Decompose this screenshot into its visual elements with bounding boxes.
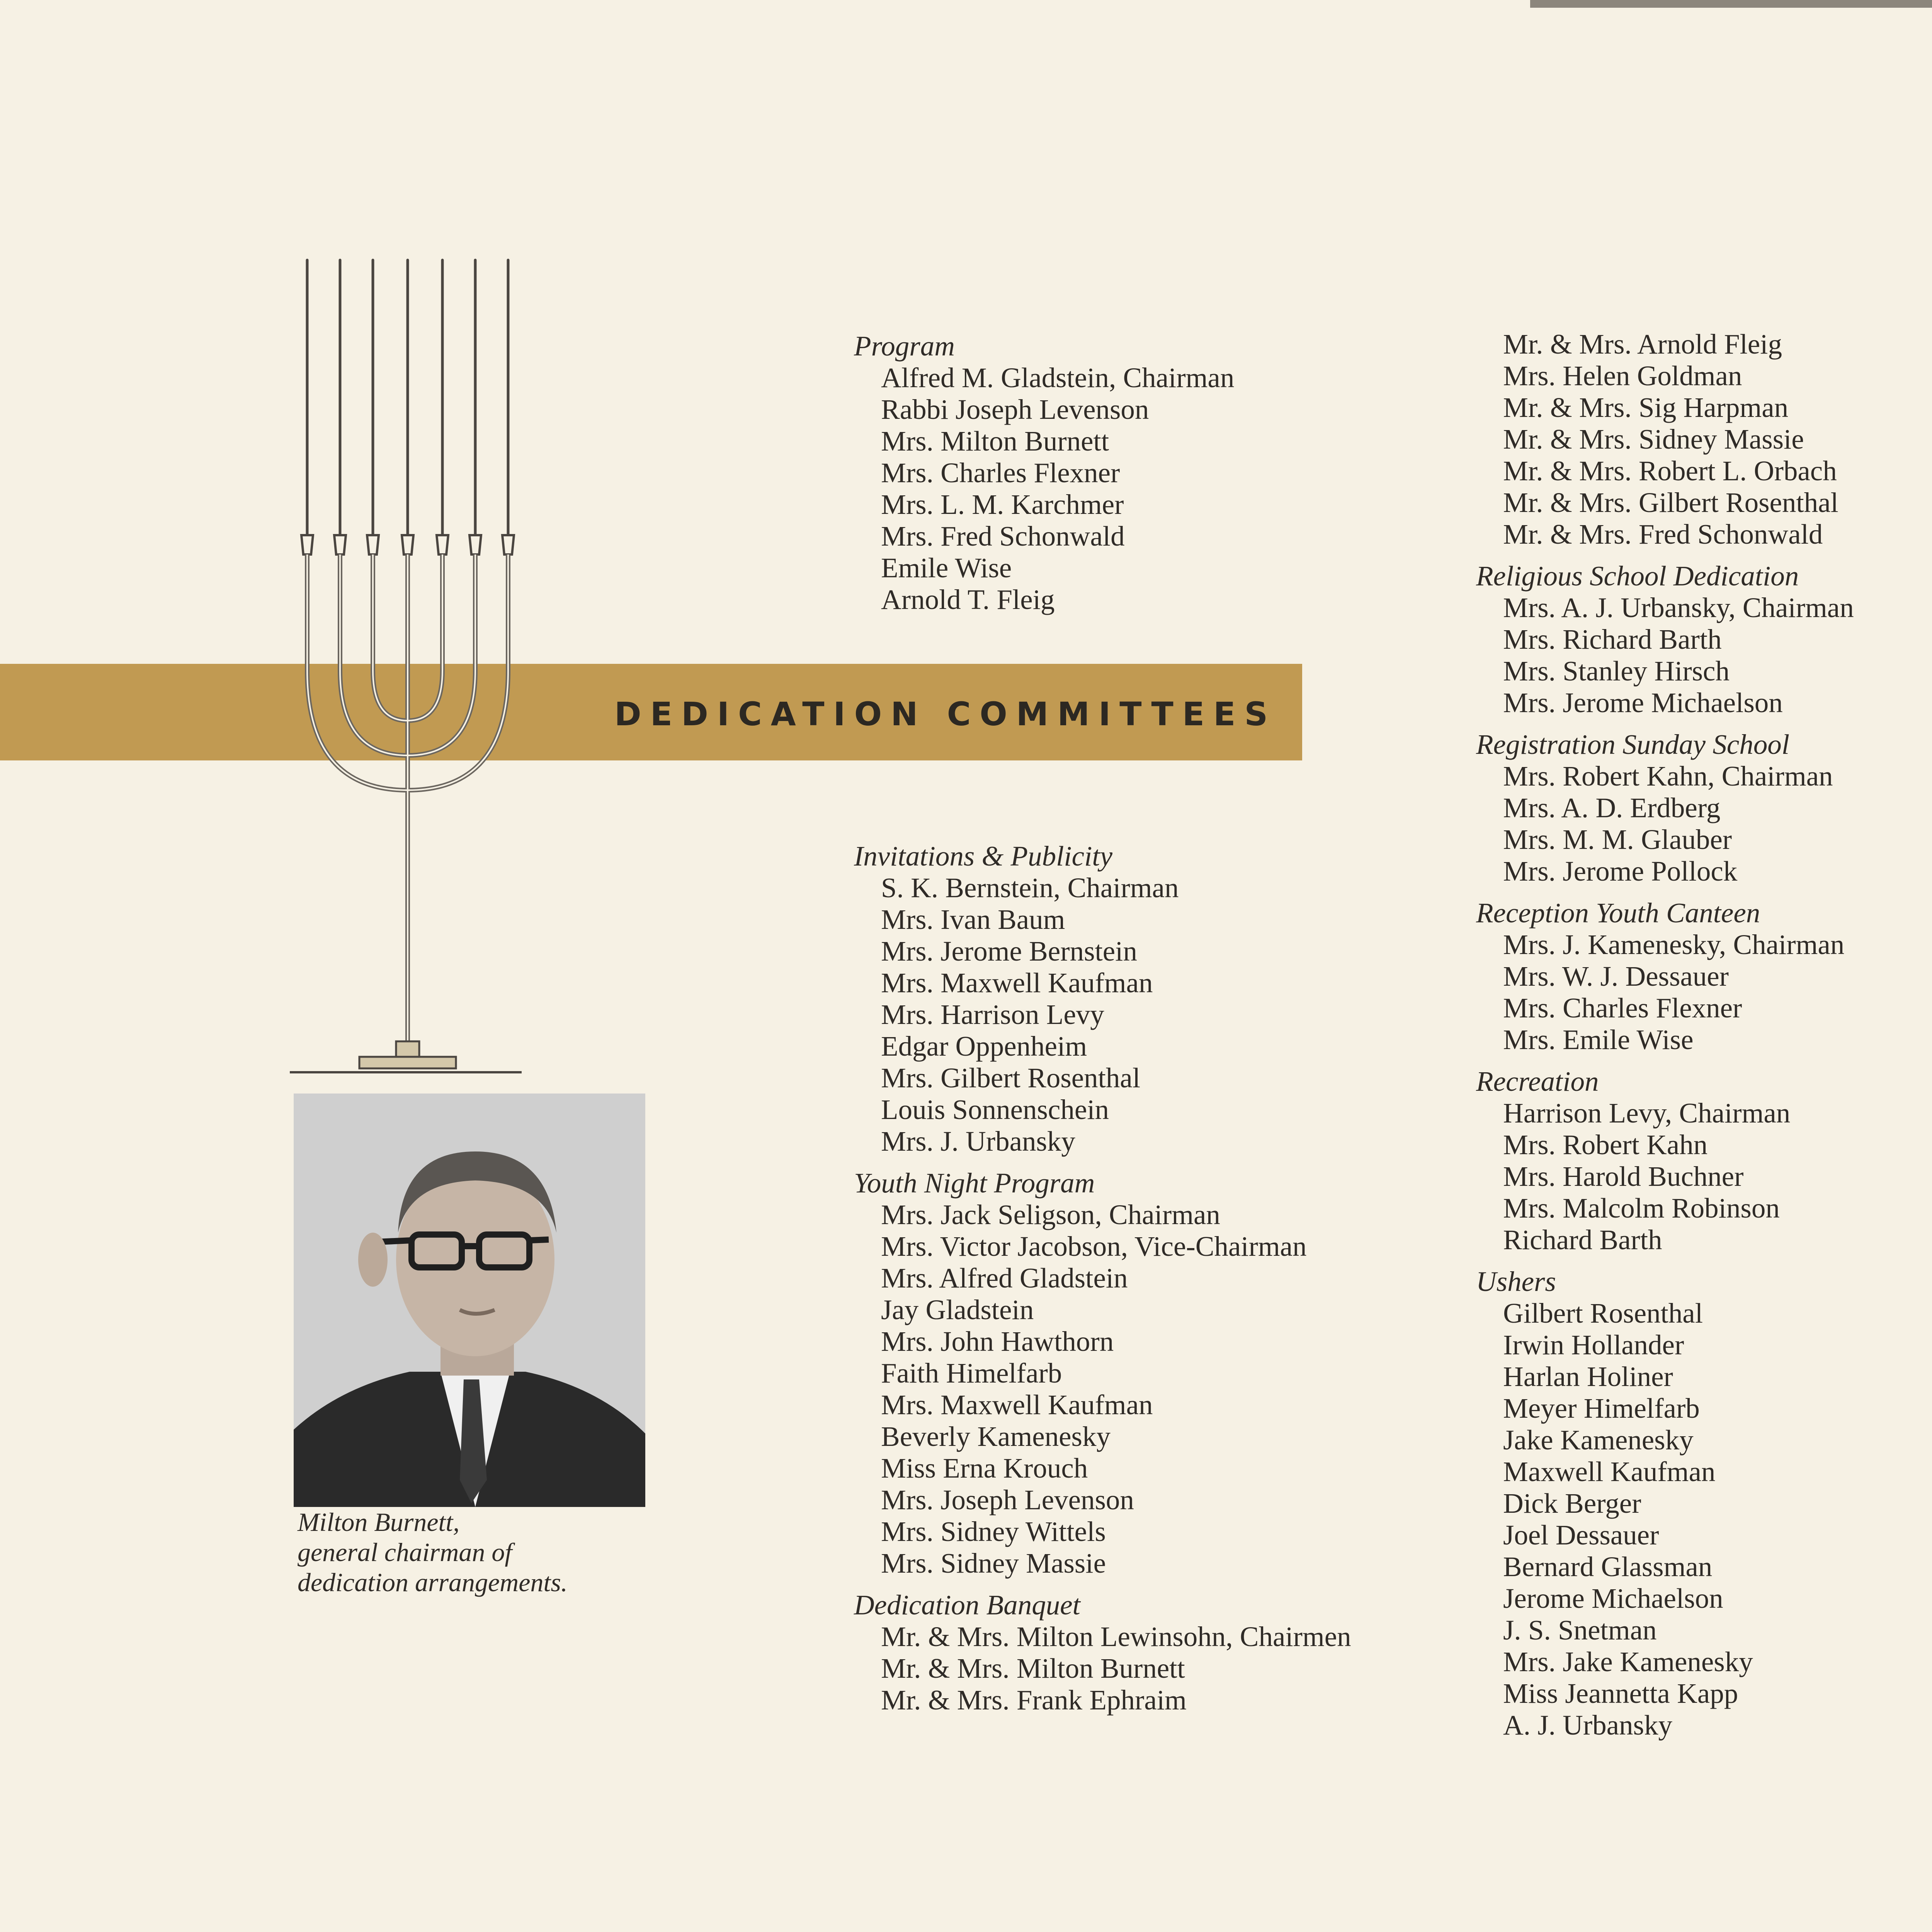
committee-title: Registration Sunday School: [1476, 729, 1790, 760]
committee-section: [1476, 897, 1854, 1056]
section-spacer: [1476, 719, 1854, 729]
caption-line: Milton Burnett,: [298, 1507, 460, 1537]
committee-title: Dedication Banquet: [854, 1589, 1080, 1621]
member-name: Mrs. Maxwell Kaufman: [881, 967, 1153, 998]
member-list: [1476, 1298, 1854, 1741]
member-list: [1476, 929, 1854, 1056]
member-name: Mrs. Sidney Wittels: [881, 1516, 1106, 1547]
member-name: Mrs. Maxwell Kaufman: [881, 1389, 1153, 1420]
caption-line: general chairman of: [298, 1537, 512, 1567]
portrait-photo: [294, 1094, 645, 1507]
member-name: Maxwell Kaufman: [1503, 1456, 1716, 1487]
member-name: Mrs. Jerome Michaelson: [1503, 687, 1783, 718]
committee-section: [854, 840, 1351, 1157]
member-name: Mr. & Mrs. Frank Ephraim: [881, 1684, 1187, 1716]
member-name: Mrs. Gilbert Rosenthal: [881, 1062, 1141, 1094]
section-spacer: [854, 1157, 1351, 1167]
member-name: Harrison Levy, Chairman: [1503, 1097, 1791, 1129]
member-name: Mrs. A. J. Urbansky, Chairman: [1503, 592, 1854, 623]
member-name: Mr. & Mrs. Gilbert Rosenthal: [1503, 487, 1838, 518]
member-list: [1476, 328, 1854, 550]
member-name: Mrs. Jake Kamenesky: [1503, 1646, 1753, 1677]
committee-title: Ushers: [1476, 1266, 1556, 1297]
member-name: Irwin Hollander: [1503, 1329, 1684, 1361]
member-name: Mrs. Joseph Levenson: [881, 1484, 1134, 1515]
member-name: Mr. & Mrs. Arnold Fleig: [1503, 328, 1782, 360]
section-spacer: [1476, 550, 1854, 560]
committee-section: [1476, 328, 1854, 550]
member-name: Mrs. J. Urbansky: [881, 1126, 1075, 1157]
member-name: Rabbi Joseph Levenson: [881, 394, 1149, 425]
committee-section: [1476, 560, 1854, 719]
member-name: Mrs. Ivan Baum: [881, 904, 1065, 935]
section-spacer: [1476, 887, 1854, 897]
member-name: Mrs. W. J. Dessauer: [1503, 961, 1729, 992]
menorah-illustration: [286, 257, 526, 1084]
member-name: Mrs. Jack Seligson, Chairman: [881, 1199, 1220, 1230]
member-name: Mr. & Mrs. Milton Burnett: [881, 1653, 1185, 1684]
member-name: Richard Barth: [1503, 1224, 1662, 1255]
committee-section: [854, 330, 1234, 616]
member-name: Emile Wise: [881, 552, 1012, 583]
caption-line: dedication arrangements.: [298, 1568, 568, 1597]
member-name: Mrs. Emile Wise: [1503, 1024, 1694, 1055]
section-spacer: [1476, 1056, 1854, 1066]
member-name: Miss Erna Krouch: [881, 1452, 1088, 1484]
member-name: Mrs. Alfred Gladstein: [881, 1262, 1128, 1294]
member-name: Beverly Kamenesky: [881, 1421, 1111, 1452]
member-name: Mrs. J. Kamenesky, Chairman: [1503, 929, 1845, 960]
committee-section: [1476, 1066, 1854, 1256]
committee-section: [854, 1589, 1351, 1716]
member-name: Jerome Michaelson: [1503, 1583, 1723, 1614]
member-name: J. S. Snetman: [1503, 1614, 1657, 1646]
page-top-strip: [1530, 0, 1932, 8]
member-name: Mrs. Jerome Bernstein: [881, 935, 1137, 967]
member-name: Mrs. Robert Kahn, Chairman: [1503, 760, 1833, 792]
committee-title: Invitations & Publicity: [854, 840, 1113, 872]
member-name: Dick Berger: [1503, 1488, 1641, 1519]
member-name: Mrs. Harrison Levy: [881, 999, 1104, 1030]
member-list: [854, 1621, 1351, 1716]
section-spacer: [854, 1579, 1351, 1589]
member-name: Bernard Glassman: [1503, 1551, 1713, 1582]
member-list: [854, 362, 1234, 616]
committee-column-2: [1476, 328, 1854, 1741]
member-name: Mrs. John Hawthorn: [881, 1326, 1114, 1357]
committee-title: Youth Night Program: [854, 1167, 1095, 1199]
member-name: Mrs. Robert Kahn: [1503, 1129, 1708, 1160]
member-name: A. J. Urbansky: [1503, 1709, 1672, 1741]
member-name: Mrs. Milton Burnett: [881, 425, 1109, 457]
member-name: Jay Gladstein: [881, 1294, 1034, 1325]
committee-section: [1476, 1266, 1854, 1741]
member-list: [1476, 592, 1854, 719]
committee-column-1-bottom: [854, 840, 1351, 1716]
committee-title: Program: [854, 330, 955, 362]
member-name: Mrs. L. M. Karchmer: [881, 489, 1124, 520]
member-name: Mrs. Sidney Massie: [881, 1548, 1106, 1579]
member-list: [854, 1199, 1351, 1579]
committee-section: [854, 1167, 1351, 1579]
member-name: Mrs. M. M. Glauber: [1503, 824, 1732, 855]
member-list: [854, 872, 1351, 1157]
member-name: Meyer Himelfarb: [1503, 1393, 1700, 1424]
member-name: Arnold T. Fleig: [881, 584, 1055, 615]
member-name: Mrs. Harold Buchner: [1503, 1161, 1744, 1192]
member-name: Mrs. Jerome Pollock: [1503, 855, 1738, 887]
committee-title: Recreation: [1476, 1066, 1599, 1097]
member-name: S. K. Bernstein, Chairman: [881, 872, 1179, 903]
member-name: Mr. & Mrs. Milton Lewinsohn, Chairmen: [881, 1621, 1351, 1652]
member-name: Alfred M. Gladstein, Chairman: [881, 362, 1235, 393]
member-name: Louis Sonnenschein: [881, 1094, 1109, 1125]
committee-section: [1476, 729, 1854, 887]
member-name: Mrs. Charles Flexner: [881, 457, 1120, 488]
section-spacer: [1476, 1256, 1854, 1266]
member-name: Jake Kamenesky: [1503, 1424, 1694, 1456]
page-title: DEDICATION COMMITTEES: [614, 695, 1277, 733]
member-list: [1476, 1097, 1854, 1256]
member-name: Mrs. Victor Jacobson, Vice-Chairman: [881, 1231, 1307, 1262]
committee-column-1-top: [854, 330, 1234, 616]
member-name: Mr. & Mrs. Sig Harpman: [1503, 392, 1789, 423]
member-name: Mrs. Malcolm Robinson: [1503, 1192, 1780, 1224]
member-name: Mrs. Charles Flexner: [1503, 992, 1742, 1024]
member-name: Harlan Holiner: [1503, 1361, 1673, 1392]
member-name: Miss Jeannetta Kapp: [1503, 1678, 1738, 1709]
member-name: Mrs. Fred Schonwald: [881, 520, 1125, 552]
member-name: Mrs. Stanley Hirsch: [1503, 655, 1730, 687]
committee-title: Reception Youth Canteen: [1476, 897, 1760, 929]
member-name: Edgar Oppenheim: [881, 1031, 1087, 1062]
member-name: Mr. & Mrs. Fred Schonwald: [1503, 519, 1823, 550]
member-name: Mr. & Mrs. Robert L. Orbach: [1503, 455, 1837, 486]
member-name: Mrs. Helen Goldman: [1503, 360, 1742, 391]
committee-title: Religious School Dedication: [1476, 560, 1799, 592]
member-name: Mr. & Mrs. Sidney Massie: [1503, 423, 1804, 455]
member-name: Mrs. A. D. Erdberg: [1503, 792, 1721, 823]
member-name: Mrs. Richard Barth: [1503, 624, 1722, 655]
member-name: Joel Dessauer: [1503, 1519, 1659, 1551]
photo-caption: [298, 1507, 684, 1597]
member-name: Faith Himelfarb: [881, 1357, 1062, 1389]
member-list: [1476, 760, 1854, 887]
member-name: Gilbert Rosenthal: [1503, 1298, 1703, 1329]
